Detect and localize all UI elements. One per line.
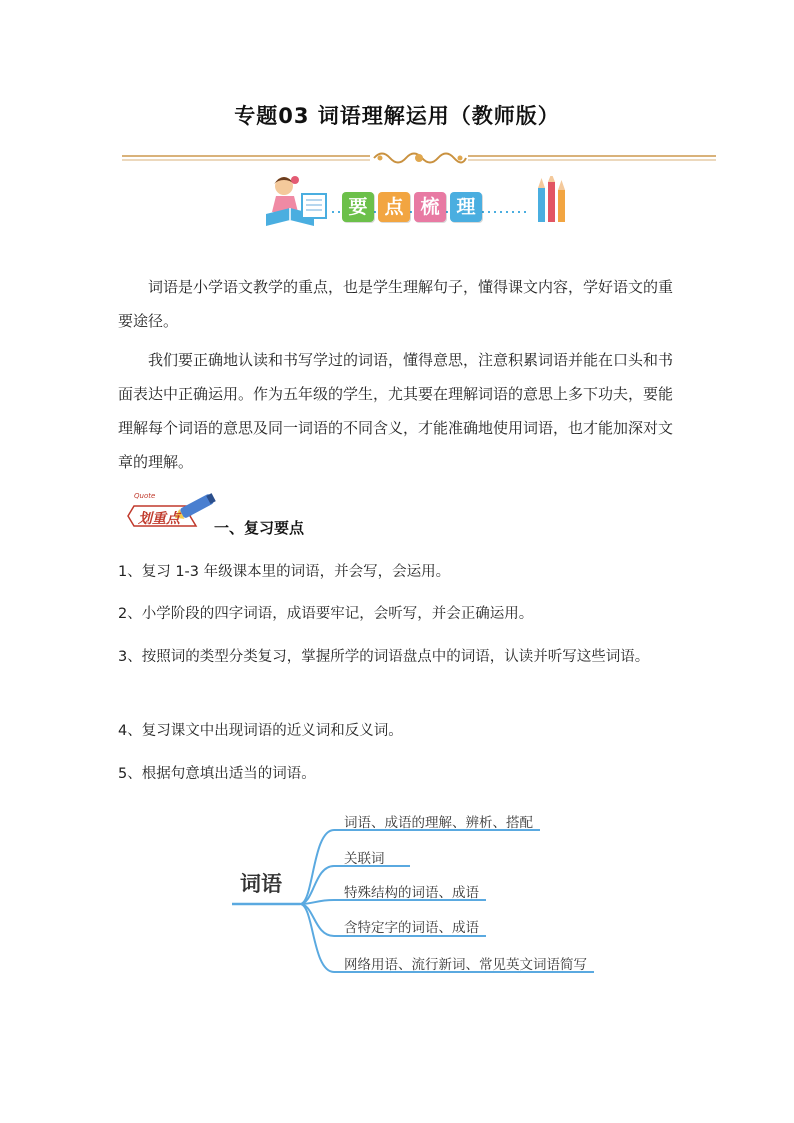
review-point-3: 3、按照词的类型分类复习，掌握所学的词语盘点中的词语，认读并听写这些词语。: [118, 649, 650, 665]
mindmap-branch-5: 网络用语、流行新词、常见英文词语简写: [344, 957, 587, 973]
review-point-1: 1、复习 1-3 年级课本里的词语，并会写，会运用。: [118, 564, 451, 580]
ornamental-divider: [122, 148, 716, 168]
key-points-banner: [262, 168, 572, 232]
banner-char-2: 点: [378, 192, 410, 222]
intro-paragraph-1: 词语是小学语文教学的重点，也是学生理解句子，懂得课文内容，学好语文的重要途径。: [118, 278, 674, 330]
highlight-badge: [122, 488, 218, 544]
intro-paragraph-2: 我们要正确地认读和书写学过的词语，懂得意思，注意积累词语并能在口头和书面表达中正确运用。作为五年级的学生，尤其要在理解词语的意思上多下功夫，要能理解每个词语的意思及同一词语的不同含义，才能准确地使用词语，也才能加深对文章的理解。: [118, 351, 674, 471]
review-point-5: 5、根据句意填出适当的词语。: [118, 766, 316, 782]
review-point-2: 2、小学阶段的四字词语，成语要牢记，会听写，并会正确运用。: [118, 606, 534, 622]
mindmap-branch-1: 词语、成语的理解、辨析、搭配: [344, 815, 533, 831]
banner-char-4: 理: [450, 192, 482, 222]
banner-char-1: 要: [342, 192, 374, 222]
mindmap-branch-2: 关联词: [344, 851, 385, 867]
banner-char-3: 梳: [414, 192, 446, 222]
page-title: 专题03 词语理解运用（教师版）: [234, 104, 560, 128]
mindmap-branch-4: 含特定字的词语、成语: [344, 920, 479, 936]
mindmap-branch-3: 特殊结构的词语、成语: [344, 885, 479, 901]
mindmap-root: 词语: [240, 872, 282, 896]
review-point-4: 4、复习课文中出现词语的近义词和反义词。: [118, 723, 403, 739]
badge-label: 划重点: [138, 511, 180, 527]
pencils-icon: [534, 176, 570, 224]
badge-quote-label: Quote: [134, 492, 156, 500]
section-heading: 一、复习要点: [214, 519, 305, 537]
